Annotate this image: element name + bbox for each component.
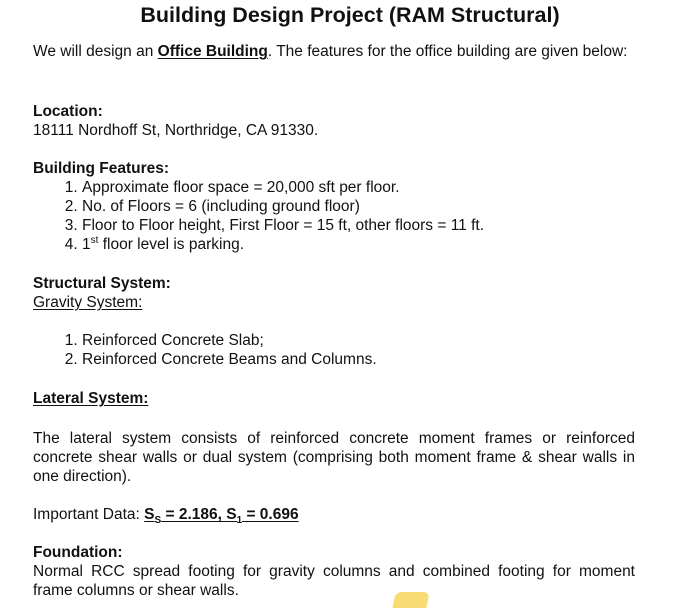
ss-value: = 2.186, <box>161 506 227 523</box>
location-address: 18111 Nordhoff St, Northridge, CA 91330. <box>33 122 319 139</box>
s1-value: = 0.696 <box>242 506 299 523</box>
list-item: 2. Reinforced Concrete Beams and Columns. <box>82 350 635 369</box>
gravity-system-heading: Gravity System: <box>33 294 143 311</box>
lateral-system-paragraph: The lateral system consists of reinforced concrete moment frames or reinforced concrete shear walls or dual system (comprising both moment frame & shear walls in one direction). <box>33 430 635 485</box>
list-item <box>82 235 635 254</box>
foundation-text: Normal RCC spread footing for gravity columns and combined footing for moment frame columns or shear walls. <box>33 563 635 599</box>
building-features-heading: Building Features: <box>33 160 170 177</box>
s1-subscript: 1 <box>236 515 243 527</box>
ss-symbol: S <box>144 506 155 523</box>
ss-subscript: S <box>154 515 162 527</box>
page-title: Building Design Project (RAM Structural) <box>140 3 560 27</box>
location-section <box>33 102 635 140</box>
intro-paragraph <box>33 42 635 61</box>
seismic-values <box>144 506 299 527</box>
foundation-heading: Foundation: <box>33 544 123 561</box>
list-item: 1. Reinforced Concrete Slab; <box>82 331 635 350</box>
location-heading: Location: <box>33 103 103 120</box>
intro-prefix: We will design an <box>33 43 158 60</box>
gravity-system-list-block <box>33 331 635 369</box>
item4-number: 1 <box>82 236 91 253</box>
item4-superscript: st <box>90 234 99 246</box>
foundation-section <box>33 543 635 600</box>
gravity-system-list <box>33 331 635 369</box>
building-features-list <box>33 178 635 254</box>
intro-emphasis: Office Building <box>157 43 268 60</box>
important-data-label: Important Data: <box>33 506 145 523</box>
important-data-line <box>33 505 635 527</box>
building-features-section <box>33 159 635 254</box>
list-item: 2. No. of Floors = 6 (including ground floor) <box>82 197 635 216</box>
item4-text: floor level is parking. <box>98 236 244 253</box>
list-item: 1. Approximate floor space = 20,000 sft per floor. <box>82 178 635 197</box>
lateral-system-heading: Lateral System: <box>33 390 149 407</box>
structural-system-section <box>33 274 635 312</box>
highlighter-mark <box>392 592 429 608</box>
structural-system-heading: Structural System: <box>33 275 171 292</box>
intro-suffix: . The features for the office building are given below: <box>267 43 628 60</box>
s1-symbol: S <box>226 506 237 523</box>
list-item: 3. Floor to Floor height, First Floor = 15 ft, other floors = 11 ft. <box>82 216 635 235</box>
